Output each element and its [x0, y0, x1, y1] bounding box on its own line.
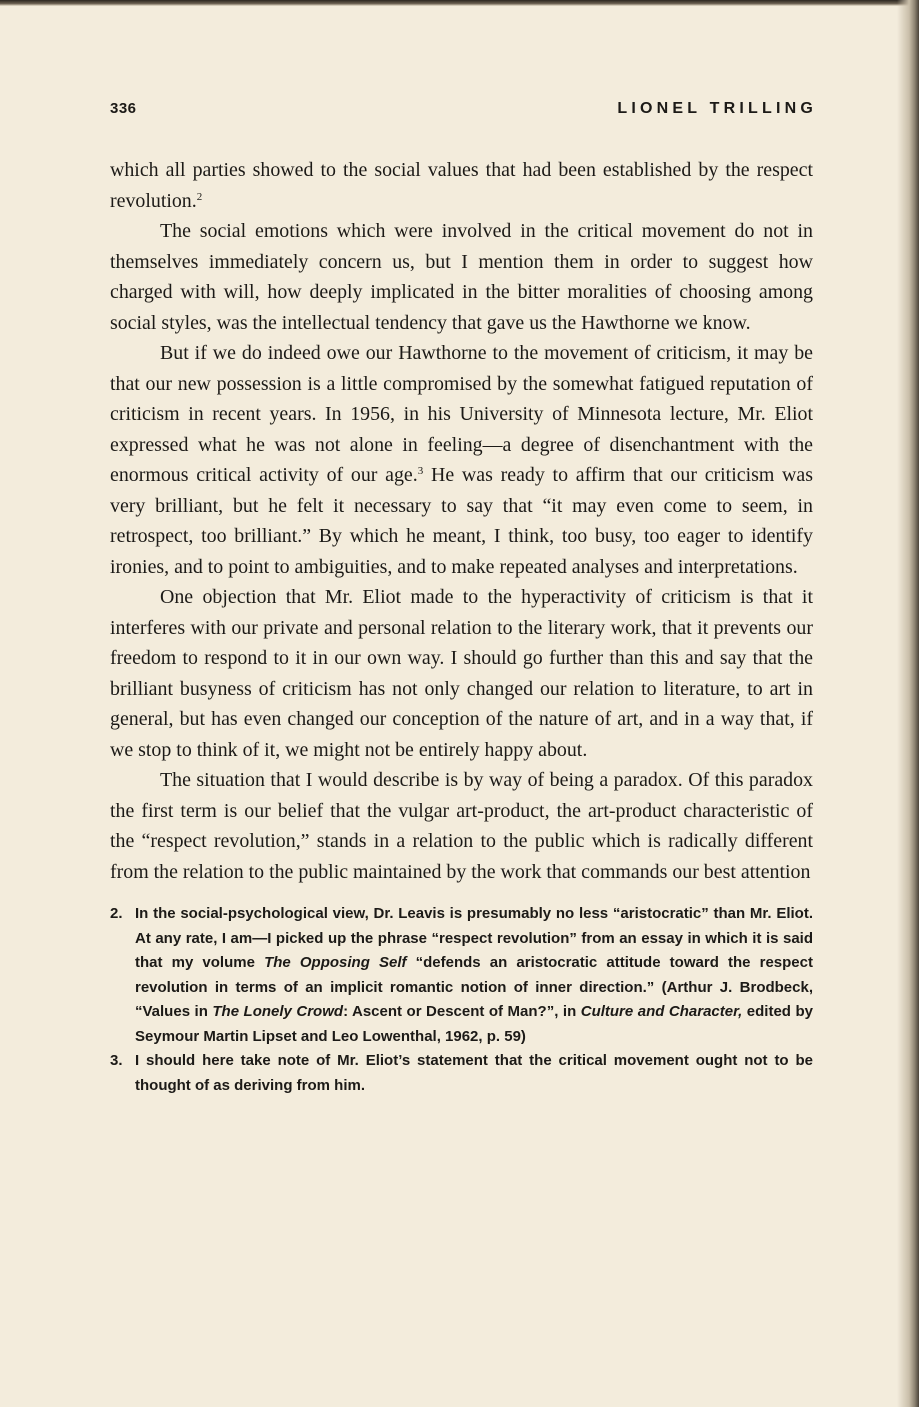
footnote-2: [110, 902, 813, 1049]
paragraph-3-text-b: He was ready to affirm that our criticism was very brilliant, but he felt it necessary to say that “it may even come to seem, in retrospect, too brilliant.” By which he meant, I think, too busy, too eager to identify ironies, and to point to ambiguities, and to make repeated analyses and interpretations.: [110, 464, 813, 578]
footnote-2-text-c: : Ascent or Descent of Man?”, in: [343, 1003, 581, 1020]
running-head-author: LIONEL TRILLING: [617, 100, 817, 117]
footnote-ref-2[interactable]: 2: [196, 190, 203, 203]
paragraph-2: The social emotions which were involved in the critical movement do not in themselves immediately concern us, but I mention them in order to suggest how charged with will, how deeply implicated in the bitter moralities of choosing among social styles, was the intellectual tendency that gave us the Hawthorne we know.: [110, 220, 813, 334]
page-spine-shadow: [897, 0, 919, 1407]
footnote-3: [110, 1049, 813, 1098]
footnote-2-title-opposing-self: The Opposing Self: [264, 954, 407, 971]
footnotes: [110, 902, 813, 1098]
paragraph-4: One objection that Mr. Eliot made to the hyperactivity of criticism is that it interferes with our private and personal relation to the literary work, that it prevents our freedom to respond to it in our own way. I should go further than this and say that the brilliant busyness of criticism has not only changed our relation to literature, to art in general, but has even changed our conception of the nature of art, and in a way that, if we stop to think of it, we might not be entirely happy about.: [110, 586, 813, 761]
paragraph-1: [110, 155, 813, 216]
paragraph-3: [110, 338, 813, 582]
paragraph-5: The situation that I would describe is by way of being a paradox. Of this paradox the first term is our belief that the vulgar art-product, the art-product characteristic of the “respect revolution,” stands in a relation to the public which is radically different from the relation to the public maintained by the work that commands our best attention: [110, 769, 813, 883]
footnote-2-text-a: In the social-psychological view, Dr. Leavis is presumably no less “aristocratic” than Mr. Eliot. At any rate, I am—I picked up the phrase “respect revolution” from an essay in which it is said that my volume: [135, 905, 813, 971]
footnote-2-text-d: edited by Seymour Martin Lipset and Leo Lowenthal, 1962, p. 59): [135, 1003, 813, 1045]
footnote-2-title-culture-character: Culture and Character,: [580, 1003, 743, 1020]
body-text: [110, 155, 813, 887]
footnote-2-title-lonely-crowd: The Lonely Crowd: [212, 1003, 344, 1020]
footnote-2-number: 2.: [110, 905, 123, 922]
page-top-edge: [0, 0, 919, 6]
footnote-3-number: 3.: [110, 1052, 123, 1069]
paragraph-3-text-a: But if we do indeed owe our Hawthorne to the movement of criticism, it may be that our new possession is a little compromised by the somewhat fatigued reputation of criticism in recent years. In 1956, in his University of Minnesota lecture, Mr. Eliot expressed what he was not alone in feeling—a degree of disenchantment with the enormous critical activity of our age.: [110, 342, 813, 486]
footnote-3-text: I should here take note of Mr. Eliot’s statement that the critical movement ought not to be thought of as deriving from him.: [135, 1052, 813, 1094]
paragraph-1-text: which all parties showed to the social values that had been established by the respect revolution.: [110, 159, 813, 212]
book-page: [110, 100, 817, 1098]
footnote-2-text-b: “defends an aristocratic attitude toward the respect revolution in terms of an implicit romantic notion of inner direction.” (Arthur J. Brodbeck, “Values in: [135, 954, 813, 1020]
running-head: [110, 100, 817, 134]
footnote-ref-3[interactable]: 3: [417, 465, 424, 477]
page-number: 336: [110, 100, 137, 117]
